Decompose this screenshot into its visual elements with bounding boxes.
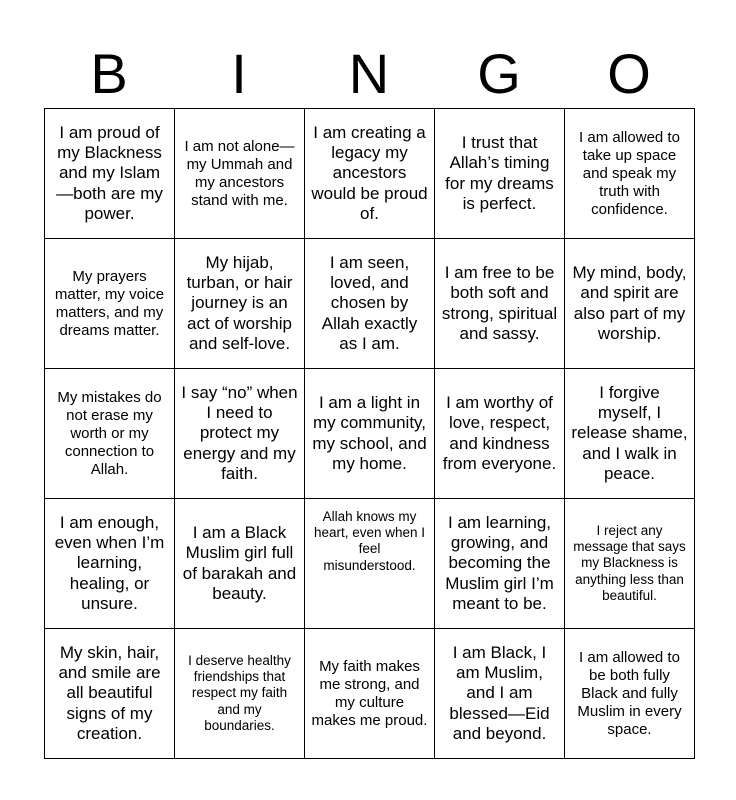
bingo-grid [44, 108, 695, 759]
header-letter-o: O [607, 42, 651, 105]
grid-row [45, 109, 695, 239]
grid-row [45, 369, 695, 499]
header-letter-g: G [477, 42, 521, 105]
bingo-cell: My mistakes do not erase my worth or my connection to Allah. [45, 369, 175, 499]
bingo-header [44, 38, 694, 110]
bingo-cell: I trust that Allah’s timing for my dreams is perfect. [435, 109, 565, 239]
grid-row [45, 239, 695, 369]
bingo-cell: My hijab, turban, or hair journey is an act of worship and self-love. [175, 239, 305, 369]
bingo-cell: My skin, hair, and smile are all beautiful signs of my creation. [45, 629, 175, 759]
bingo-cell: I deserve healthy friendships that respect my faith and my boundaries. [175, 629, 305, 759]
bingo-cell: Allah knows my heart, even when I feel misunderstood. [305, 499, 435, 629]
header-letter-b: B [90, 42, 128, 105]
bingo-cell: I am proud of my Blackness and my Islam—both are my power. [45, 109, 175, 239]
bingo-cell: I am creating a legacy my ancestors would be proud of. [305, 109, 435, 239]
bingo-cell: I say “no” when I need to protect my energy and my faith. [175, 369, 305, 499]
bingo-cell: I am allowed to be both fully Black and fully Muslim in every space. [565, 629, 695, 759]
bingo-cell: I am seen, loved, and chosen by Allah exactly as I am. [305, 239, 435, 369]
bingo-cell: I reject any message that says my Blackness is anything less than beautiful. [565, 499, 695, 629]
bingo-cell: I am a Black Muslim girl full of barakah and beauty. [175, 499, 305, 629]
bingo-cell: I am enough, even when I’m learning, healing, or unsure. [45, 499, 175, 629]
bingo-cell: I am not alone—my Ummah and my ancestors stand with me. [175, 109, 305, 239]
bingo-cell: I forgive myself, I release shame, and I walk in peace. [565, 369, 695, 499]
bingo-cell: My mind, body, and spirit are also part of my worship. [565, 239, 695, 369]
bingo-cell: I am a light in my community, my school, and my home. [305, 369, 435, 499]
bingo-cell: My faith makes me strong, and my culture makes me proud. [305, 629, 435, 759]
grid-row [45, 629, 695, 759]
header-letter-n: N [348, 42, 390, 105]
grid-row [45, 499, 695, 629]
bingo-cell: I am learning, growing, and becoming the Muslim girl I’m meant to be. [435, 499, 565, 629]
bingo-cell: I am free to be both soft and strong, spiritual and sassy. [435, 239, 565, 369]
bingo-cell: I am worthy of love, respect, and kindness from everyone. [435, 369, 565, 499]
bingo-cell: I am allowed to take up space and speak my truth with confidence. [565, 109, 695, 239]
bingo-cell: My prayers matter, my voice matters, and my dreams matter. [45, 239, 175, 369]
bingo-cell: I am Black, I am Muslim, and I am blessed—Eid and beyond. [435, 629, 565, 759]
header-letter-i: I [231, 42, 247, 105]
